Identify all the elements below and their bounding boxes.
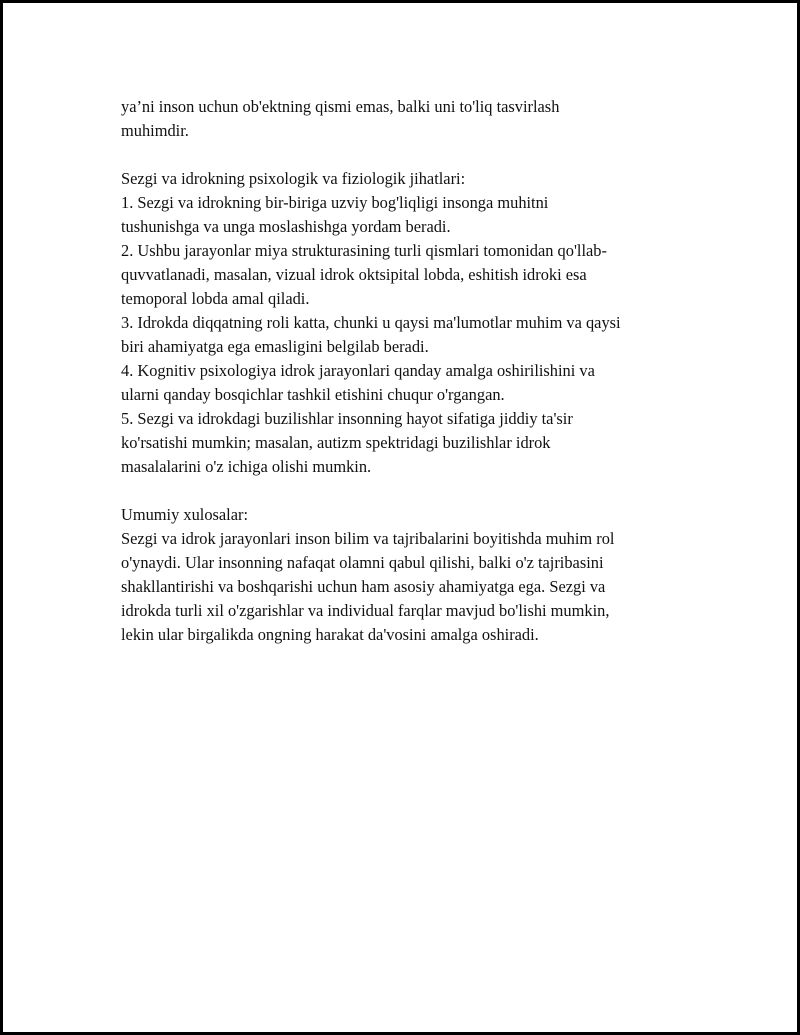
section-heading: Sezgi va idrokning psixologik va fiziologik jihatlari:: [121, 169, 466, 188]
paragraph-spacer: [121, 479, 701, 503]
text-line: biri ahamiyatga ega emasligini belgilab beradi.: [121, 337, 429, 356]
text-line: o'ynaydi. Ular insonning nafaqat olamni qabul qilishi, balki o'z tajribasini: [121, 553, 604, 572]
text-line: quvvatlanadi, masalan, vizual idrok oktsipital lobda, eshitish idroki esa: [121, 265, 587, 284]
intro-paragraph: [121, 95, 701, 143]
text-line: temoporal lobda amal qiladi.: [121, 289, 310, 308]
text-line: muhimdir.: [121, 121, 189, 140]
text-line: 3. Idrokda diqqatning roli katta, chunki u qaysi ma'lumotlar muhim va qaysi: [121, 313, 621, 332]
text-line: shakllantirishi va boshqarishi uchun ham asosiy ahamiyatga ega. Sezgi va: [121, 577, 606, 596]
text-line: lekin ular birgalikda ongning harakat da'vosini amalga oshiradi.: [121, 625, 539, 644]
text-line: Sezgi va idrok jarayonlari inson bilim va tajribalarini boyitishda muhim rol: [121, 529, 615, 548]
text-line: ya’ni inson uchun ob'ektning qismi emas, balki uni to'liq tasvirlash: [121, 97, 560, 116]
section-heading: Umumiy xulosalar:: [121, 505, 249, 524]
section-general-conclusions: [121, 503, 701, 647]
text-line: masalalarini o'z ichiga olishi mumkin.: [121, 457, 372, 476]
section-psychological-aspects: [121, 167, 701, 479]
text-line: 2. Ushbu jarayonlar miya strukturasining turli qismlari tomonidan qo'llab-: [121, 241, 607, 260]
text-line: tushunishga va unga moslashishga yordam beradi.: [121, 217, 451, 236]
text-line: 5. Sezgi va idrokdagi buzilishlar insonning hayot sifatiga jiddiy ta'sir: [121, 409, 573, 428]
text-line: 1. Sezgi va idrokning bir-biriga uzviy bog'liqligi insonga muhitni: [121, 193, 549, 212]
text-line: idrokda turli xil o'zgarishlar va individual farqlar mavjud bo'lishi mumkin,: [121, 601, 610, 620]
document-body: [121, 95, 701, 647]
text-line: 4. Kognitiv psixologiya idrok jarayonlari qanday amalga oshirilishini va: [121, 361, 595, 380]
text-line: ularni qanday bosqichlar tashkil etishini chuqur o'rgangan.: [121, 385, 505, 404]
paragraph-spacer: [121, 143, 701, 167]
text-line: ko'rsatishi mumkin; masalan, autizm spektridagi buzilishlar idrok: [121, 433, 551, 452]
